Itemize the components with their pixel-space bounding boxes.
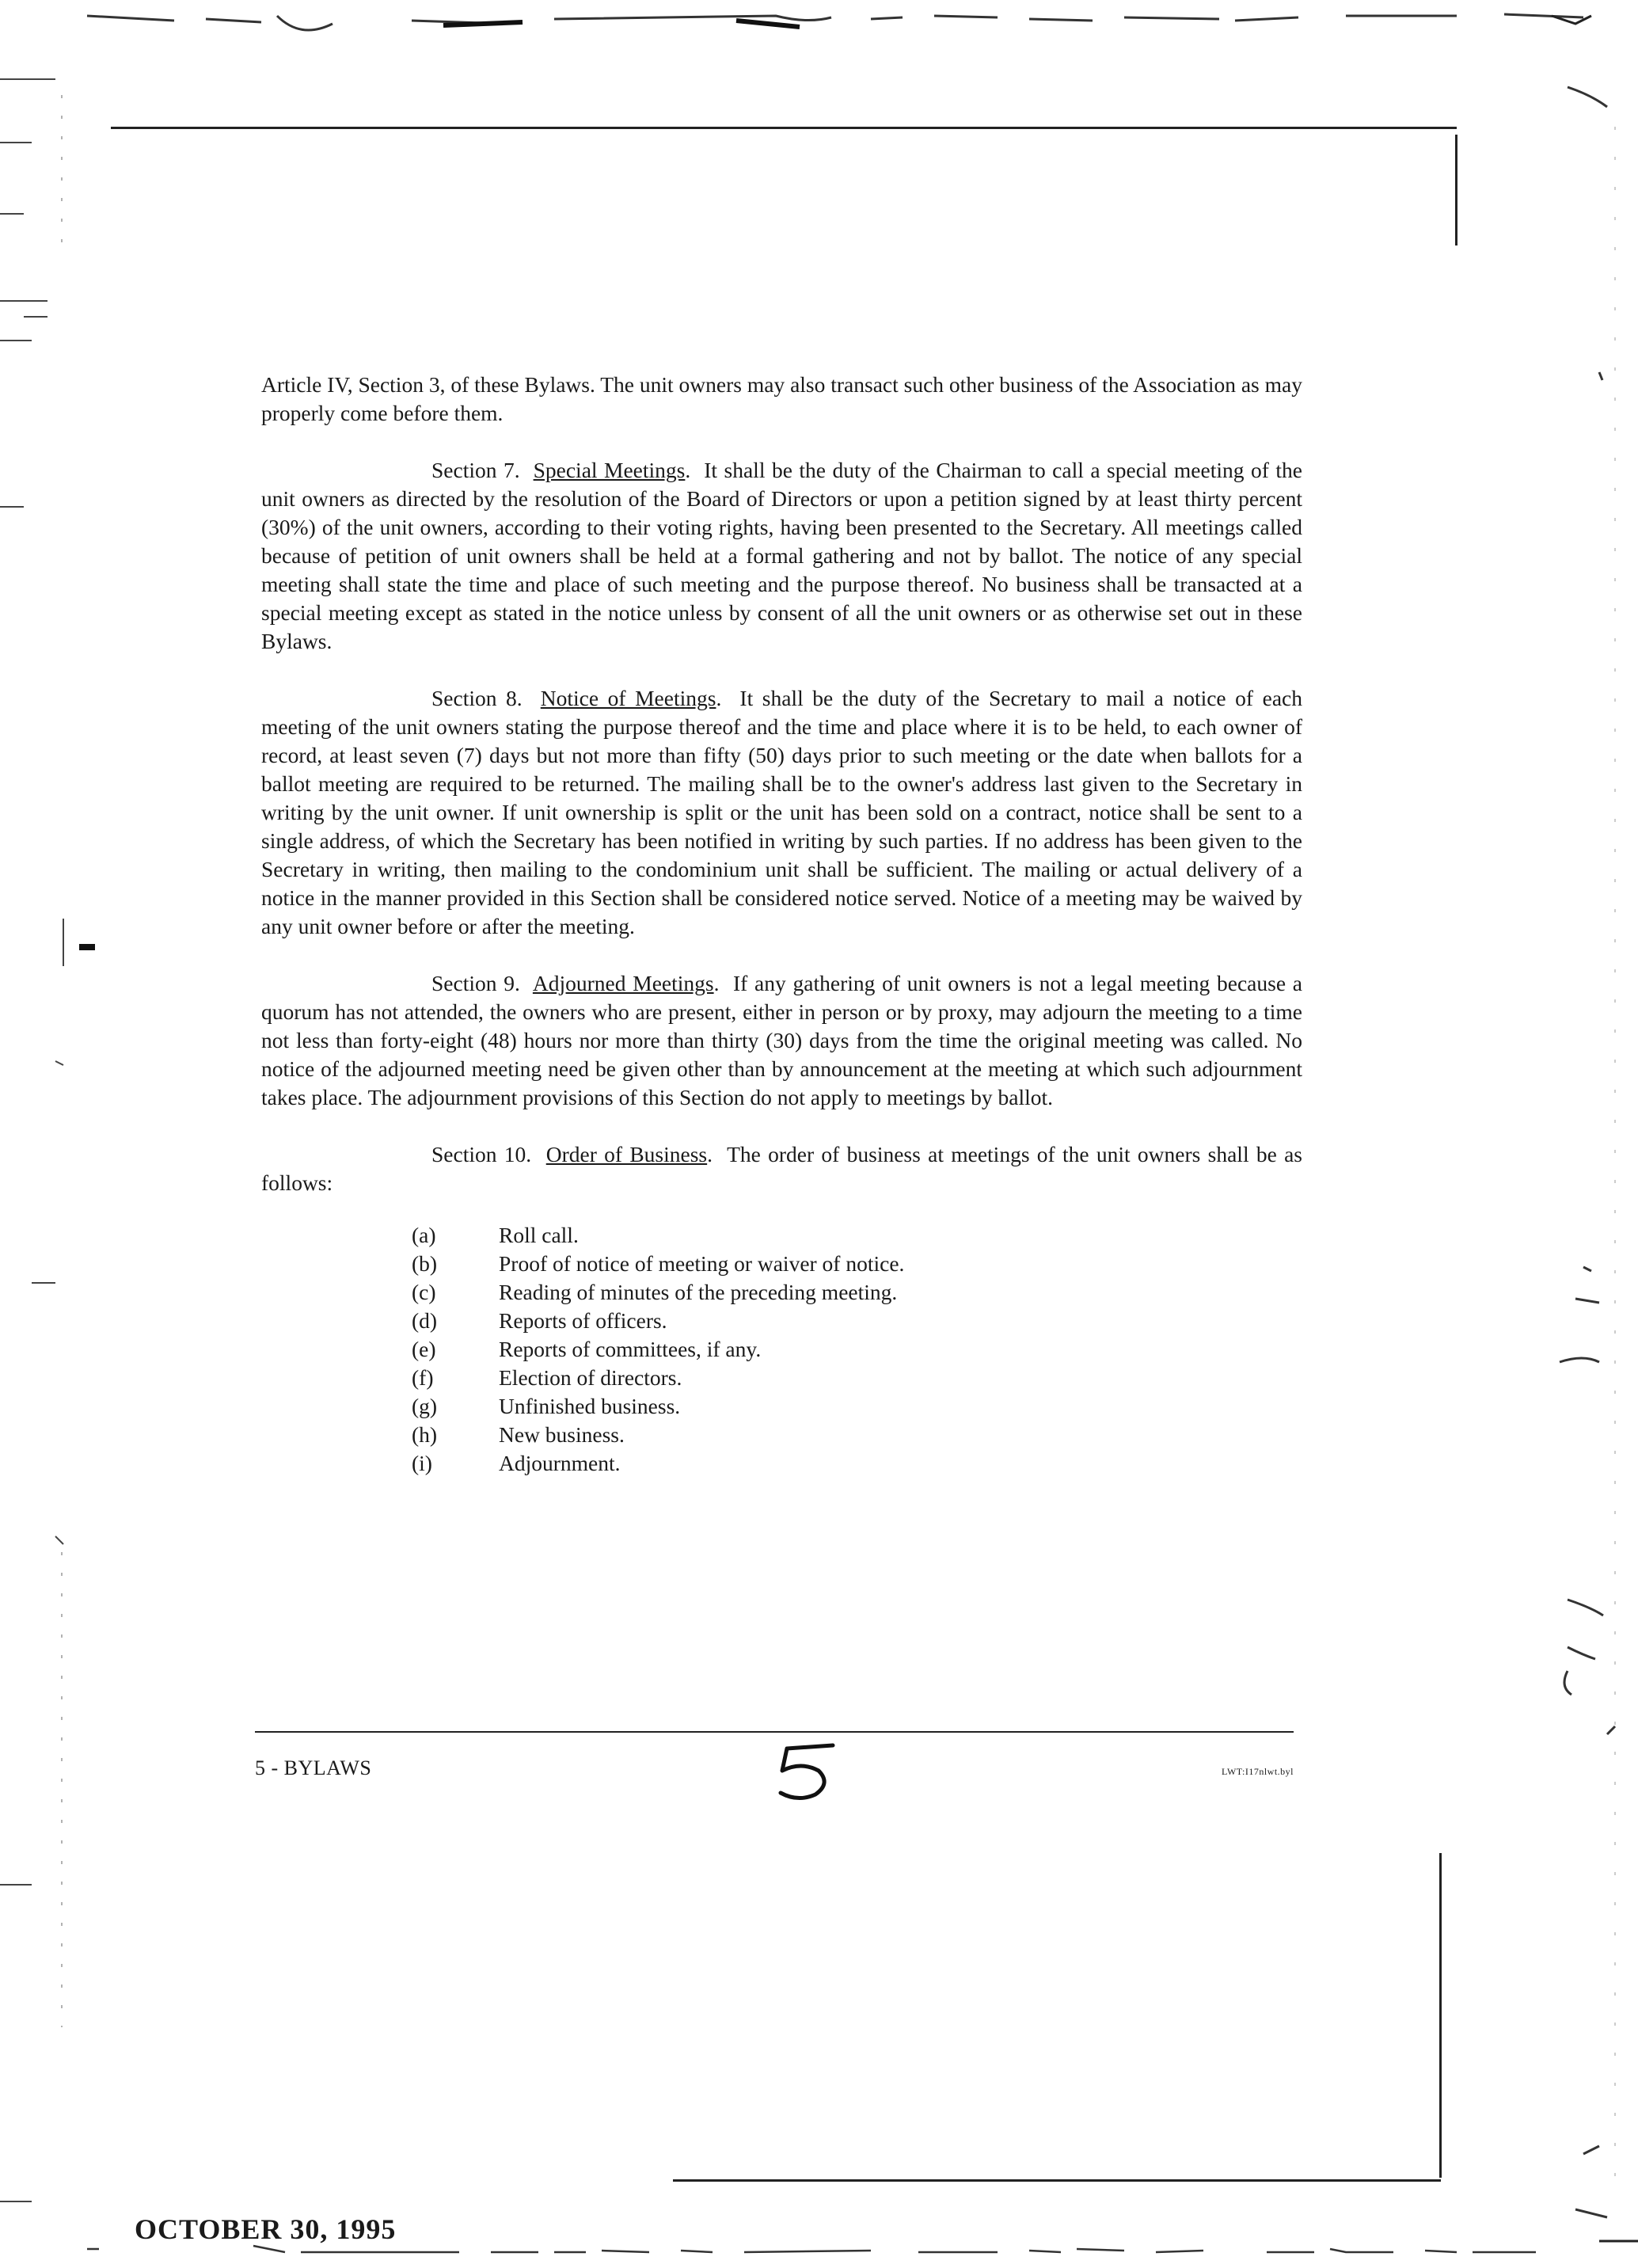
list-item-label: (a) — [412, 1223, 436, 1247]
section-9-paragraph: Section 9. Adjourned Meetings. If any gathering of unit owners is not a legal meeting because a quorum has not attended, the owners who are present, either in person or by proxy, may adjourn the meeting to a time not less than forty-eight (48) hours nor more than thirty (30) days from the time the original meeting was called. No notice of the adjourned meeting need be given other than by announcement at the meeting at which such adjournment takes place. The adjournment provisions of this Section do not apply to meetings by ballot. — [261, 971, 1302, 1109]
footer-rule — [255, 1731, 1294, 1733]
list-item — [412, 1421, 1302, 1449]
section-7-prefix: Section 7. — [431, 458, 520, 482]
list-item-text: Reports of officers. — [499, 1308, 667, 1333]
footer-label: 5 - BYLAWS — [255, 1756, 372, 1779]
date-stamp: OCTOBER 30, 1995 — [135, 2213, 397, 2245]
handwritten-page-number — [770, 1739, 841, 1802]
list-item-label: (d) — [412, 1308, 438, 1333]
section-9-body: If any gathering of unit owners is not a legal meeting because a quorum has not attended, the owners who are present, either in person or by proxy, may adjourn the meeting to a time not less than forty-eight (48) hours nor more than thirty (30) days from the time the original meeting was called. No notice of the adjourned meeting need be given other than by announcement at the meeting at which such adjournment takes place. The adjournment provisions of this Section do not apply to meetings by ballot. — [261, 971, 1302, 1109]
list-item — [412, 1392, 1302, 1421]
list-item — [412, 1221, 1302, 1250]
list-item-label: (e) — [412, 1337, 436, 1361]
page-frame-right-line — [1455, 135, 1457, 245]
list-item — [412, 1278, 1302, 1307]
page-frame-top-line — [111, 127, 1457, 129]
intro-paragraph: Article IV, Section 3, of these Bylaws. The unit owners may also transact such other business of the Association as may properly come before them. — [261, 372, 1302, 425]
list-item-label: (f) — [412, 1365, 434, 1390]
scan-artifact-left-margin — [0, 48, 103, 2265]
section-8-body: It shall be the duty of the Secretary to mail a notice of each meeting of the unit owners stating the purpose thereof and the time and place where it is to be held, to each owner of record, at least seven (7) days but not more than fifty (50) days prior to such meeting or the date when ballots for a ballot meeting are required to be returned. The mailing shall be to the owner's address last given to the Secretary in writing by the unit owner. If unit ownership is split or the unit has been sold on a contract, notice shall be sent to a single address, of which the Secretary has been notified in writing by such parties. If no address has been given to the Secretary in writing, then mailing to the condominium unit shall be sufficient. The mailing or actual delivery of a notice in the manner provided in this Section shall be considered notice served. Notice of a meeting may be waived by any unit owner before or after the meeting. — [261, 686, 1303, 938]
list-item-text: Reports of committees, if any. — [499, 1337, 762, 1361]
bylaws-body — [261, 371, 1302, 1478]
scan-artifact-right-margin — [1536, 48, 1638, 2265]
section-10-title: Order of Business — [545, 1142, 708, 1166]
section-8-title: Notice of Meetings — [540, 686, 716, 710]
list-item-text: Adjournment. — [499, 1451, 621, 1475]
section-8-prefix: Section 8. — [431, 686, 523, 710]
page-frame-bottom-line — [673, 2179, 1441, 2182]
list-item — [412, 1449, 1302, 1478]
list-item — [412, 1335, 1302, 1364]
section-7-body: It shall be the duty of the Chairman to call a special meeting of the unit owners as directed by the resolution of the Board of Directors or upon a petition signed by at least thirty percent (30%) of the unit owners, according to their voting rights, having been presented to the Secretary. All meetings called because of petition of unit owners shall be held at a formal gathering and not by ballot. The notice of any special meeting shall state the time and place of such meeting and the purpose thereof. No business shall be transacted at a special meeting except as stated in the notice unless by consent of all the unit owners or as otherwise set out in these Bylaws. — [261, 458, 1302, 653]
section-7-paragraph: Section 7. Special Meetings. It shall be the duty of the Chairman to call a special meeting of the unit owners as directed by the resolution of the Board of Directors or upon a petition signed by at least thirty percent (30%) of the unit owners, according to their voting rights, having been presented to the Secretary. All meetings called because of petition of unit owners shall be held at a formal gathering and not by ballot. The notice of any special meeting shall state the time and place of such meeting and the purpose thereof. No business shall be transacted at a special meeting except as stated in the notice unless by consent of all the unit owners or as otherwise set out in these Bylaws. — [261, 458, 1302, 653]
list-item-text: Unfinished business. — [499, 1394, 681, 1418]
section-7-title: Special Meetings — [533, 458, 686, 482]
list-item-text: Roll call. — [499, 1223, 579, 1247]
section-9-prefix: Section 9. — [431, 971, 520, 995]
list-item-label: (g) — [412, 1394, 438, 1418]
section-10-prefix: Section 10. — [431, 1142, 532, 1166]
section-10-paragraph: Section 10. Order of Business. The order of business at meetings of the unit owners shall be as follows: — [261, 1142, 1303, 1195]
list-item — [412, 1364, 1302, 1392]
list-item-text: New business. — [499, 1422, 625, 1447]
list-item-label: (h) — [412, 1422, 438, 1447]
list-item-text: Reading of minutes of the preceding meeting. — [499, 1280, 898, 1304]
list-item-label: (c) — [412, 1280, 436, 1304]
page-frame-right-bottom-line — [1439, 1853, 1442, 2178]
footer-document-code: LWT:I17nlwt.byl — [1222, 1766, 1294, 1777]
order-of-business-list — [261, 1221, 1302, 1478]
list-item — [412, 1250, 1302, 1278]
list-item-text: Proof of notice of meeting or waiver of notice. — [499, 1251, 905, 1276]
list-item-label: (b) — [412, 1251, 438, 1276]
section-8-paragraph: Section 8. Notice of Meetings. It shall be the duty of the Secretary to mail a notice of each meeting of the unit owners stating the purpose thereof and the time and place where it is to be held, to each owner of record, at least seven (7) days but not more than fifty (50) days prior to such meeting or the date when ballots for a ballot meeting are required to be returned. The mailing shall be to the owner's address last given to the Secretary in writing by the unit owner. If unit ownership is split or the unit has been sold on a contract, notice shall be sent to a single address, of which the Secretary has been notified in writing by such parties. If no address has been given to the Secretary in writing, then mailing to the condominium unit shall be sufficient. The mailing or actual delivery of a notice in the manner provided in this Section shall be considered notice served. Notice of a meeting may be waived by any unit owner before or after the meeting. — [261, 686, 1303, 938]
list-item — [412, 1307, 1302, 1335]
list-item-label: (i) — [412, 1451, 432, 1475]
section-9-title: Adjourned Meetings — [532, 971, 714, 995]
list-item-text: Election of directors. — [499, 1365, 682, 1390]
scan-artifact-top — [0, 0, 1638, 55]
section-10-body: The order of business at meetings of the unit owners shall be as follows: — [261, 1142, 1303, 1195]
